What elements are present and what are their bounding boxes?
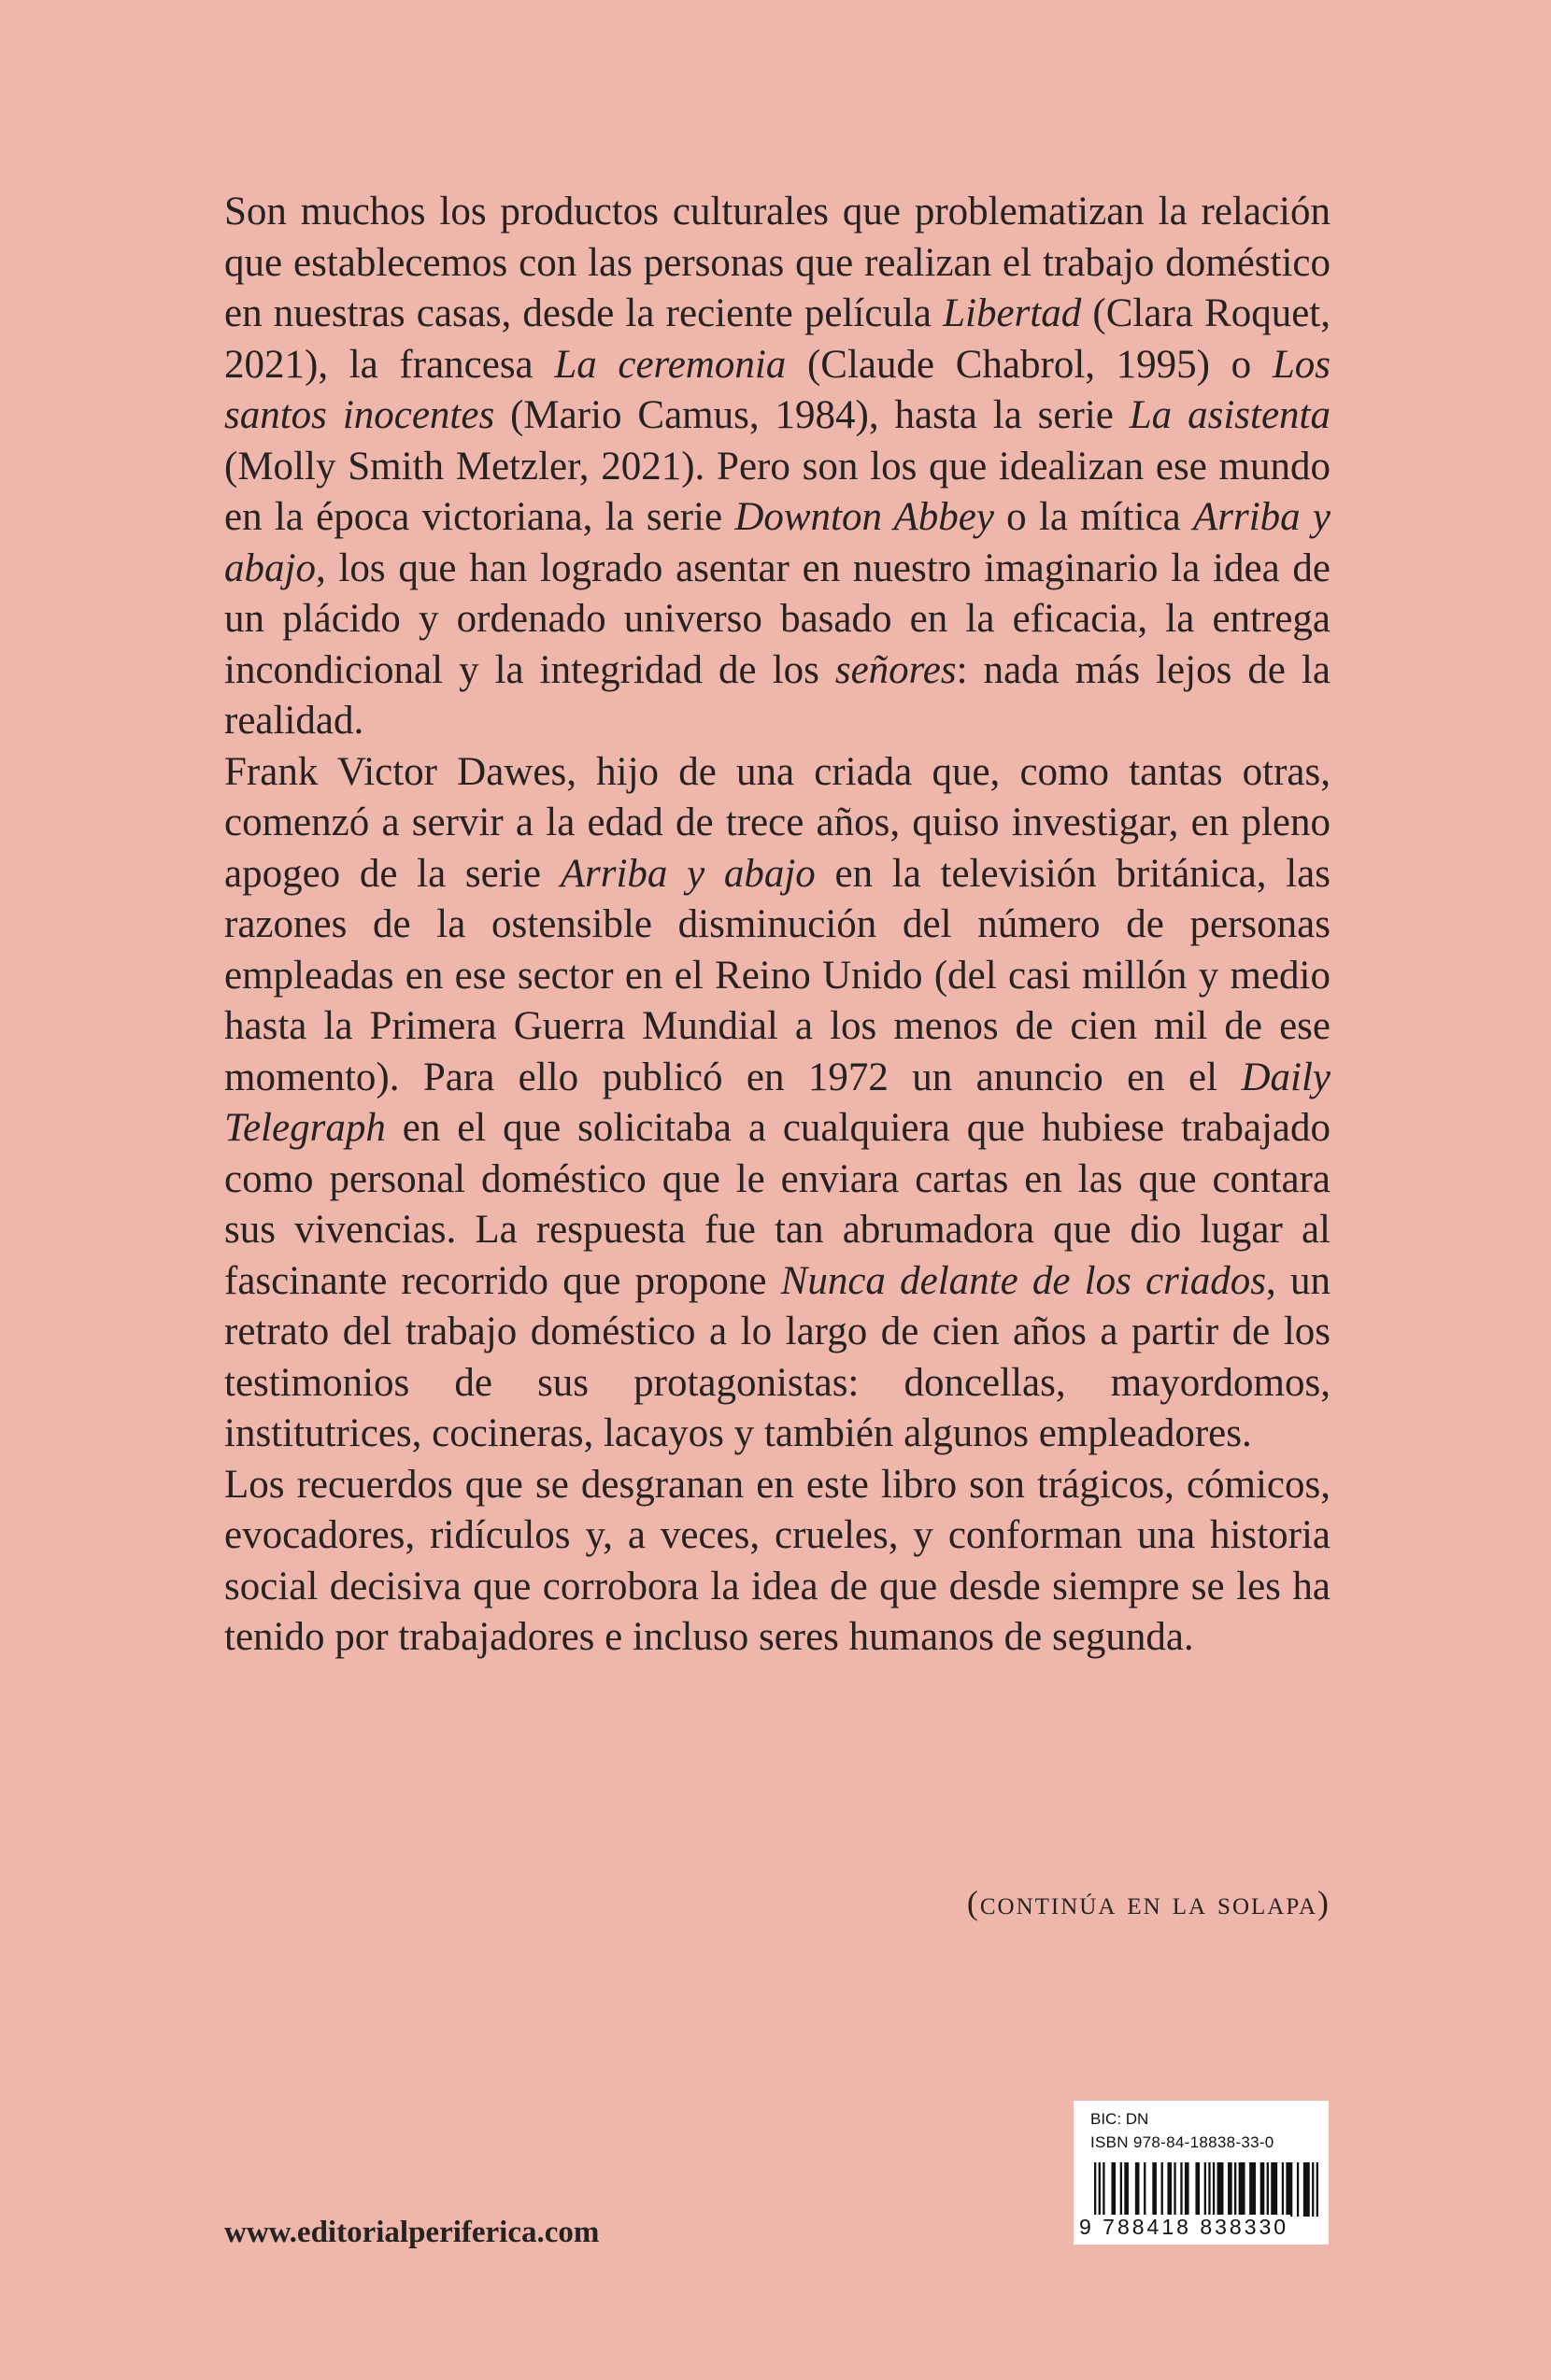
paragraph-3 [224,1460,1330,1664]
barcode-bar [1152,2162,1157,2217]
publisher-website: www.editorialperiferica.com [224,2216,600,2249]
text-run: (Clara Roquet, 2021), la francesa [224,291,1330,387]
barcode-bar [1144,2162,1145,2217]
text-run: Los recuerdos que se desgranan en este libro son trágicos, cómicos, evocadores, ridículos y, a veces, crueles, y conforman una historia social decisiva que corrobora la idea de que desde siempre se les ha tenido por trabajadores e incluso seres humanos de segunda. [224,1462,1330,1659]
series-title: Downton Abbey [734,495,994,539]
barcode-bar [1161,2162,1163,2217]
barcode-bar [1282,2162,1284,2217]
paragraph-1 [224,187,1330,747]
text-run: (Molly Smith Metzler, 2021). Pero son los que idealizan ese mundo en la época victoriana, la serie [224,444,1330,539]
barcode-label [1074,2101,1329,2245]
text-run: en la televisión británica, las razones de la ostensible disminución del número de personas empleadas en ese sector en el Reino Unido (del casi millón y medio hasta la Primera Guerra Mundial a los menos de cien mil de ese momento). Para ello publicó en 1972 un anuncio en el [224,851,1330,1099]
barcode-bar [1180,2162,1182,2217]
barcode-bar [1271,2162,1277,2217]
barcode-bar [1111,2162,1116,2217]
barcode-bar [1312,2162,1314,2217]
barcode-bar [1239,2162,1245,2217]
film-title: Libertad [943,291,1082,335]
barcode-bar [1120,2162,1122,2217]
barcode-bar [1185,2162,1189,2217]
film-title: Los santos inocentes [224,342,1330,437]
barcode-bar [1094,2162,1096,2217]
text-run: o la mítica [993,495,1193,539]
text-run: Son muchos los productos culturales que problematizan la relación que establecemos con las personas que realizan el trabajo doméstico en nuestras casas, desde la reciente película [224,190,1330,335]
barcode-bar [1260,2162,1265,2217]
barcode-bar [1316,2162,1318,2217]
isbn-number: ISBN 978-84-18838-33-0 [1090,2133,1274,2151]
back-cover-text [224,187,1330,1664]
barcode-bar [1228,2162,1232,2217]
barcode-bar [1249,2162,1256,2217]
text-run: , los que han logrado asentar en nuestro imaginario la idea de un plácido y ordenado universo basado en la eficacia, la entrega incondicional y la integridad de los [224,545,1330,692]
barcode-digits: 9 788418 838330 [1079,2215,1289,2239]
barcode-bar [1303,2162,1310,2217]
barcode-bar [1297,2162,1299,2217]
newspaper-title: Daily Telegraph [224,1055,1330,1150]
book-title: Nunca delante de los criados [780,1258,1267,1303]
series-title: La asistenta [1129,393,1330,437]
text-run: (Claude Chabrol, 1995) o [786,342,1273,387]
text-run: Frank Victor Dawes, hijo de una criada que, como tantas otras, comenzó a servir a la edad de trece años, quiso investigar, en pleno apogeo de la serie [224,749,1330,896]
barcode-bar [1135,2162,1140,2217]
barcode-bars [1094,2162,1318,2217]
barcode-bar [1234,2162,1236,2217]
film-title: La ceremonia [554,342,787,387]
text-run: : nada más lejos de la realidad. [224,647,1330,743]
barcode-bar [1204,2162,1206,2217]
barcode-bar [1267,2162,1269,2217]
text-run: , un retrato del trabajo doméstico a lo largo de cien años a partir de los testimonios de sus protagonistas: doncellas, mayordomos, institutrices, cocineras, lacayos y también algunos empleadores. [224,1258,1330,1455]
barcode-bar [1099,2162,1101,2217]
barcode-bar [1174,2162,1175,2217]
barcode-bar [1167,2162,1172,2217]
barcode-bar [1286,2162,1292,2217]
series-title: Arriba y abajo [560,851,816,896]
barcode-bar [1208,2162,1210,2217]
bic-code: BIC: DN [1090,2110,1149,2128]
barcode-bar [1195,2162,1200,2217]
barcode-bar [1217,2162,1224,2217]
barcode-bar [1124,2162,1129,2217]
series-title: Arriba y abajo [224,495,1330,590]
barcode-bar [1103,2162,1104,2217]
text-run: en el que solicitaba a cualquiera que hubiese trabajado como personal doméstico que le enviara cartas en las que contara sus vivencias. La respuesta fue tan abrumadora que dio lugar al fascinante recorrido que propone [224,1106,1330,1303]
paragraph-2 [224,747,1330,1460]
emphasis: señores [834,647,957,692]
barcode-bar [1213,2162,1215,2217]
text-run: (Mario Camus, 1984), hasta la serie [494,393,1130,437]
continued-on-flap-note: (continúa en la solapa) [966,1884,1330,1921]
